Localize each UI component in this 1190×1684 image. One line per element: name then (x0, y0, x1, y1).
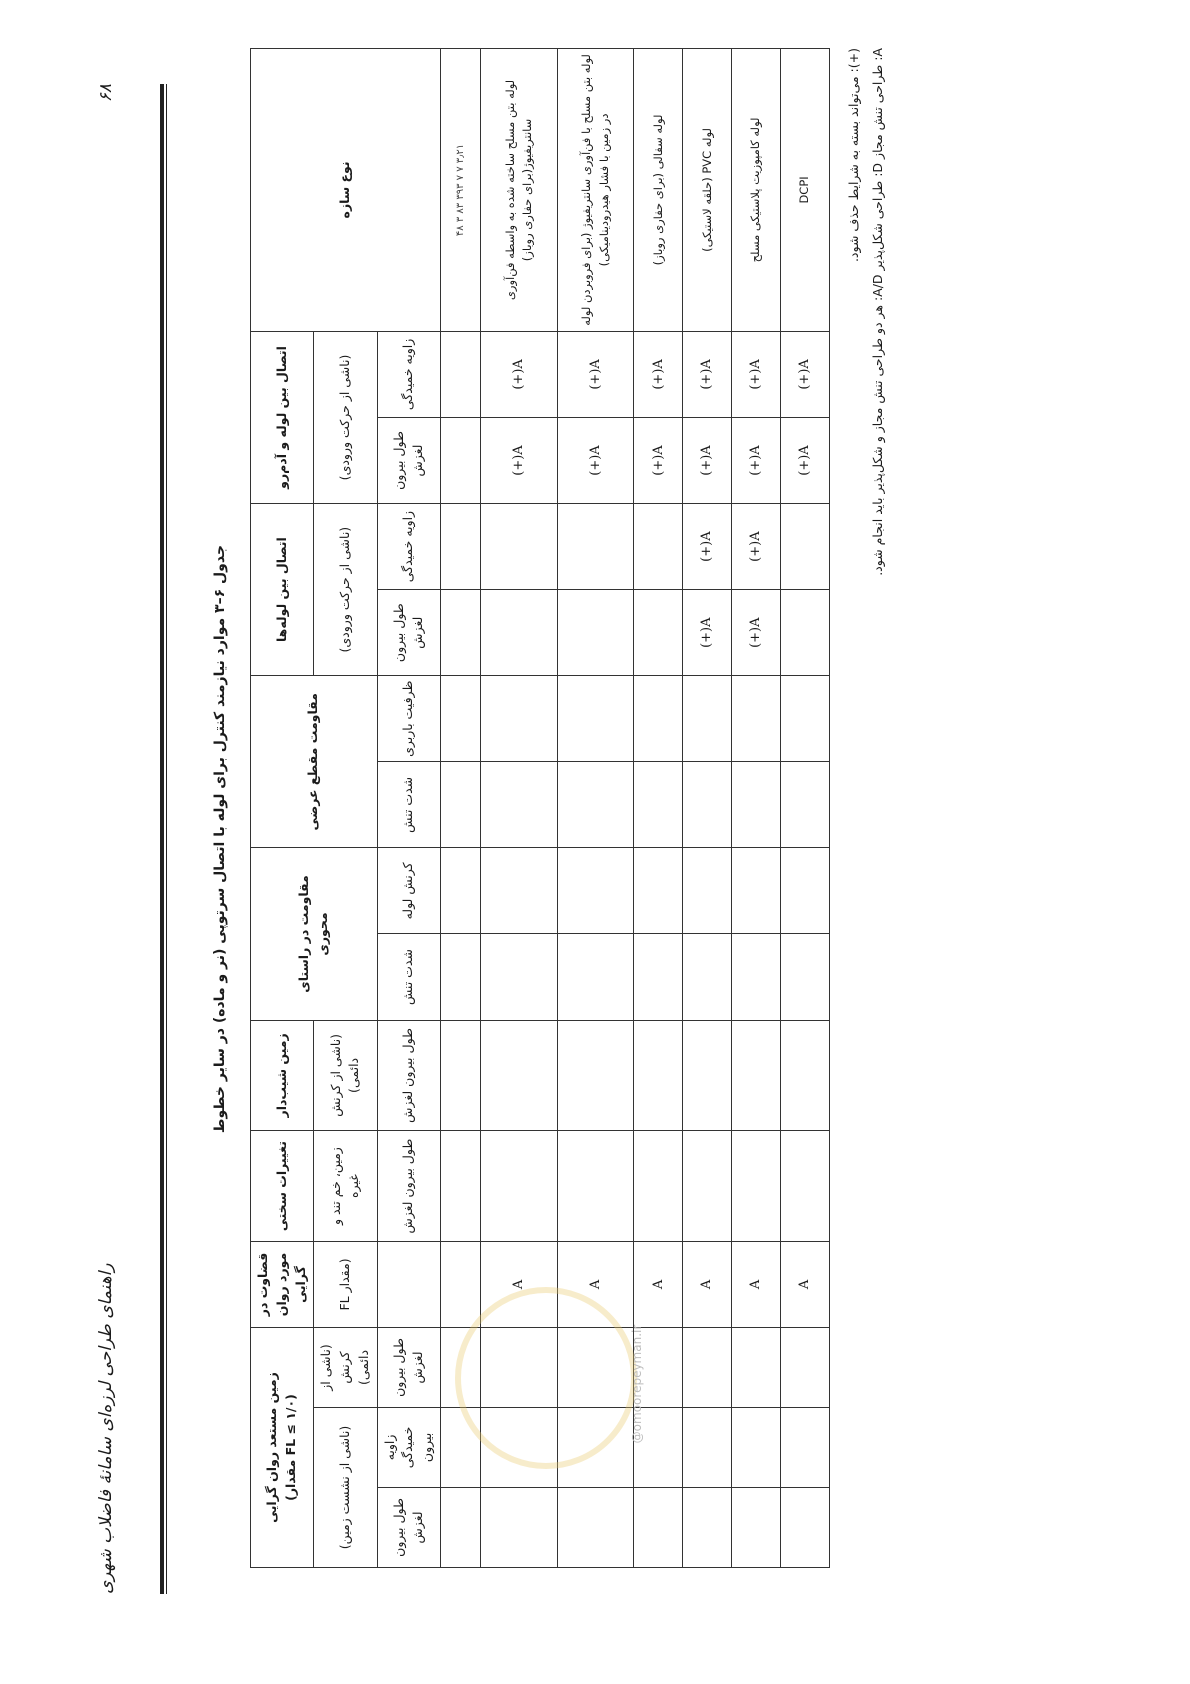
col-tr-capacity: ظرفیت باربری (377, 676, 440, 762)
col-cp-rot: زاویه خمیدگی (377, 504, 440, 590)
cell-cm-slip: A(+) (634, 417, 683, 503)
col-tr-stress: شدت تنش (377, 762, 440, 848)
col-slope-slip: طول بیرون لغزش (377, 1020, 440, 1131)
group-slope: زمین شیب‌دار (251, 1020, 314, 1131)
col-cp-slip: طول بیرون لغزش (377, 590, 440, 676)
cell-cp-slip (781, 590, 830, 676)
cell-cm-slip: A(+) (683, 417, 732, 503)
group-conn-pipes: اتصال بین لوله‌ها (251, 504, 314, 676)
group-liq-sub: (FL ≤ ۱/۰ مقدار) (283, 1394, 299, 1501)
group-liq-title: زمین مستعد روان گرایی (264, 1372, 280, 1523)
col-cm-slip: طول بیرون لغزش (377, 417, 440, 503)
cell-cm-slip: A(+) (732, 417, 781, 503)
col-stiff-slip: طول بیرون لغزش (377, 1131, 440, 1242)
col-ax-stress: شدت تنش (377, 934, 440, 1020)
row-type: لوله کامپوزیت پلاستیکی مسلح (732, 49, 781, 332)
cell-cm-slip: A(+) (481, 417, 558, 503)
cell-cm-rot: A(+) (732, 331, 781, 417)
cell-cp-slip: A(+) (683, 590, 732, 676)
group-transverse: مقاومت مقطع عرضی (251, 676, 378, 848)
cell-cp-slip: A(+) (732, 590, 781, 676)
watermark-seal (455, 1287, 637, 1469)
cell-cp-rot (781, 504, 830, 590)
cell-cp-rot: A(+) (683, 504, 732, 590)
group-judgment: قضاوت در مورد روان گرایی (251, 1241, 314, 1327)
header-row-1 (251, 49, 314, 1568)
footnote-design-types: A: طراحی تنش مجاز D: طراحی شکل‌پذیر A/D: هر دو طراحی تنش مجاز و شکل‌پذیر باید انجام شود. (869, 48, 885, 576)
row-type: لوله بتن مسلح ساخته شده به واسطه فن‌آوری سانتریفیوژ(برای حفاری روباز) (481, 49, 558, 332)
liq-b-sub: (ناشی از نشست زمین) (314, 1407, 377, 1567)
running-title: راهنمای طراحی لرزه‌ای سامانهٔ فاضلاب شهری (96, 1263, 116, 1594)
col-liq-b-rot: زاویه خمیدگی بیرون (377, 1407, 440, 1487)
watermark-url: @omoorepeyman.ir (630, 1324, 644, 1444)
page-header (96, 84, 116, 1594)
cell-cp-rot (557, 504, 634, 590)
row-type: لوله سفالی (برای حفاری روباز) (634, 49, 683, 332)
cell-cp-slip (481, 590, 558, 676)
cell-cm-slip: A(+) (557, 417, 634, 503)
cell-judgment: A (481, 1241, 558, 1327)
cell-cm-slip: A(+) (781, 417, 830, 503)
cell-cp-slip (557, 590, 634, 676)
footnotes (842, 48, 890, 1568)
col-type-header: نوع سازه (251, 49, 441, 332)
cell-cm-rot: A(+) (683, 331, 732, 417)
cell-judgment: A (732, 1241, 781, 1327)
cell-cp-rot (634, 504, 683, 590)
row-type: لوله بتن مسلح با فن‌آوری سانتریفیوژ (برای فروبردن لوله در زمین با فشار هیدرودینامیکی) (557, 49, 634, 332)
page-number: ۶۸ (96, 84, 116, 103)
table-caption: جدول ۶–۳ موارد نیازمند کنترل برای لوله با اتصال سرتوپی (نر و ماده) در سایر خطوط (212, 544, 228, 1134)
cell-cm-rot: A(+) (557, 331, 634, 417)
stiffness-sub: زمین، خم تند و غیره (314, 1131, 377, 1242)
group-conn-manhole: اتصال بین لوله و آدم‌رو (251, 331, 314, 503)
slope-sub: (ناشی از کرنش دائمی) (314, 1020, 377, 1131)
conn-manhole-sub: (ناشی از حرکت ورودی) (314, 331, 377, 503)
row-type: لوله PVC (حلقه لاستیکی) (683, 49, 732, 332)
cell-judgment: A (683, 1241, 732, 1327)
group-liquefaction (251, 1328, 314, 1568)
col-cm-rot: زاویه خمیدگی (377, 331, 440, 417)
liq-a-sub: (ناشی از کرنش دائمی) (314, 1328, 377, 1408)
row-type: DCPI (781, 49, 830, 332)
cell-cm-rot: A(+) (481, 331, 558, 417)
cell-judgment: A (781, 1241, 830, 1327)
cell-cp-rot: A(+) (732, 504, 781, 590)
judgment-sub: (مقدار FL (314, 1241, 377, 1327)
header-rule (160, 84, 164, 1594)
top-symbols: ۳٫۲۱ ۷ ۷ ۳۹۳ ۸۳ ۳ ۴۸ (440, 49, 481, 332)
cell-judgment: A (634, 1241, 683, 1327)
table-row (781, 49, 830, 1568)
cell-judgment: A (557, 1241, 634, 1327)
cell-cm-rot: A(+) (634, 331, 683, 417)
cell-cp-slip (634, 590, 683, 676)
table-row (683, 49, 732, 1568)
cell-cp-rot (481, 504, 558, 590)
footnote-optional: (+): می‌تواند بسته به شرایط حذف شود. (846, 48, 861, 263)
cell-cm-rot: A(+) (781, 331, 830, 417)
col-liq-a-slip: طول بیرون لغزش (377, 1328, 440, 1408)
conn-pipes-sub: (ناشی از حرکت ورودی) (314, 504, 377, 676)
col-ax-strain: کرنش لوله (377, 848, 440, 934)
col-liq-b-slip: طول بیرون لغزش (377, 1487, 440, 1567)
group-axial: مقاومت در راستای محوری (251, 848, 378, 1020)
group-stiffness: تغییرات سختی (251, 1131, 314, 1242)
col-judgment-blank (377, 1241, 440, 1327)
table-row (732, 49, 781, 1568)
header-rule-thin (166, 84, 167, 1594)
